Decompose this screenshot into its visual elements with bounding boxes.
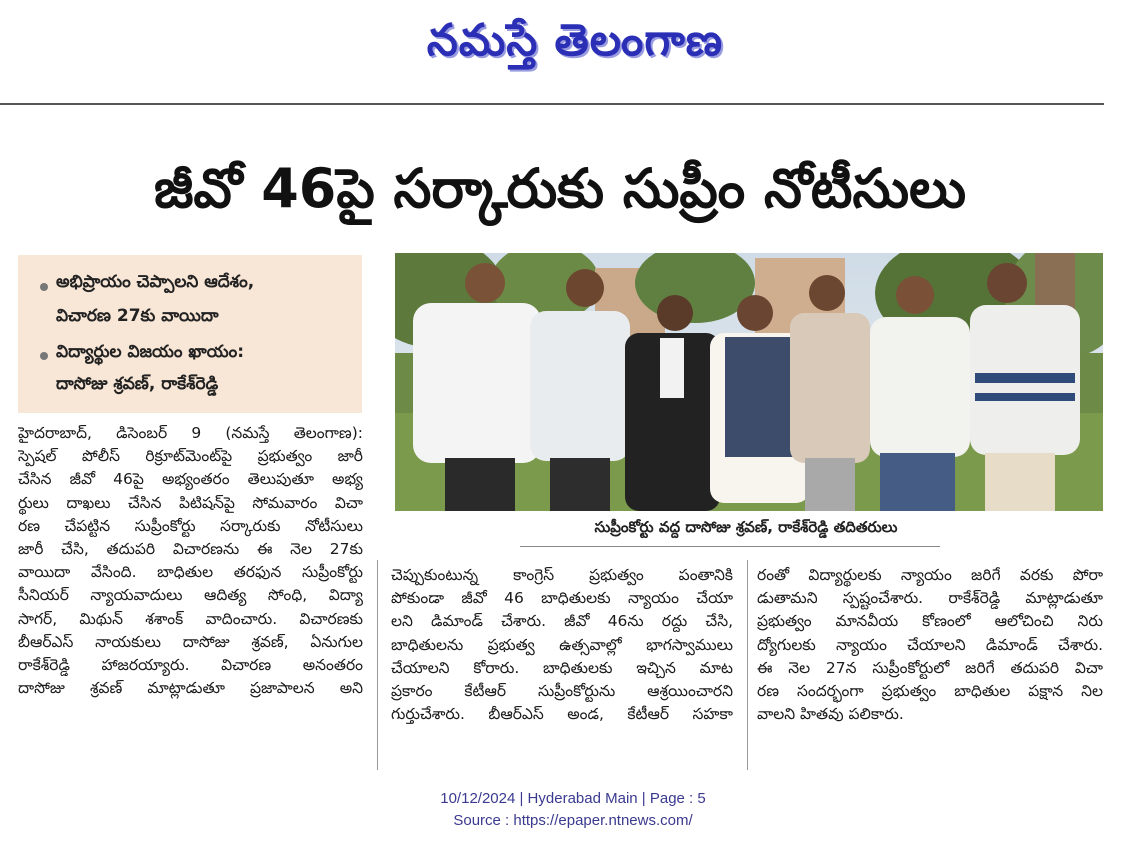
article-text-line: ఈ నెల 27న సుప్రీంకోర్టులో జరిగే తదుపరి విచా — [757, 658, 1103, 677]
article-text-line: స్పెషల్ పోలీస్ రిక్రూట్‌మెంట్‌పై ప్రభుత్వం జారీ — [18, 447, 363, 466]
column-divider — [747, 560, 748, 770]
article-text-line: రణ చేపట్టిన సుప్రీంకోర్టు సర్కారుకు నోటీసులు — [18, 516, 363, 535]
article-text-line: సీనియర్ న్యాయవాదులు ఆదిత్య సోంధి, విద్యా — [18, 586, 363, 605]
article-text-line: ద్యోగులకు న్యాయం చేయాలని డిమాండ్ చేశారు. — [757, 635, 1103, 654]
column-divider — [377, 560, 378, 770]
bullet-icon — [40, 283, 48, 291]
article-text-line: చేసిన జీవో 46పై అభ్యంతరం తెలుపుతూ అభ్య — [18, 470, 363, 489]
article-text-line: చెప్పుకుంటున్న కాంగ్రెస్ ప్రభుత్వం పంతానికి — [391, 566, 733, 584]
article-text-line: వాయిదా వేసింది. బాధితుల తరఫున సుప్రీంకోర్టు — [18, 563, 363, 582]
summary-line: విద్యార్థుల విజయం ఖాయం: — [56, 342, 244, 362]
article-text-line: ప్రభుత్వం మానవీయ కోణంలో ఆలోచించి నిరు — [757, 612, 1103, 631]
summary-line: దాసోజు శ్రవణ్, రాకేశ్‌రెడ్డి — [56, 374, 219, 394]
article-text-line: సాగర్, మిథున్ శశాంక్ వాదించారు. విచారణకు — [18, 609, 363, 628]
summary-line: విచారణ 27కు వాయిదా — [56, 306, 219, 326]
article-column-3 — [757, 564, 1103, 726]
newspaper-masthead: నమస్తే తెలంగాణ — [426, 15, 724, 66]
article-text-line: దాసోజు శ్రవణ్ మాట్లాడుతూ ప్రజాపాలన అని — [18, 679, 363, 698]
article-text-line: ప్రకారం కేటీఆర్ సుప్రీంకోర్టును ఆశ్రయించారని — [391, 682, 733, 701]
article-text-line: చేయాలని కోరారు. బాధితులకు ఇచ్చిన మాట — [391, 658, 733, 677]
article-text-line: జారీ చేసి, తదుపరి విచారణను ఈ నెల 27కు — [18, 540, 363, 559]
article-text-line: డుతామని స్పష్టంచేశారు. రాకేశ్‌రెడ్డి మాట్లాడుతూ — [757, 589, 1103, 608]
summary-line: అభిప్రాయం చెప్పాలని ఆదేశం, — [56, 272, 255, 292]
photo-caption: సుప్రీంకోర్టు వద్ద దాసోజు శ్రవణ్, రాకేశ్‌రెడ్డి తదితరులు — [594, 518, 898, 536]
caption-divider — [520, 546, 940, 547]
article-summary-box — [18, 255, 362, 413]
article-text-line: రణ సందర్భంగా ప్రభుత్వం బాధితుల పక్షాన నిల — [757, 682, 1103, 701]
article-text-line: వాలని హితవు పలికారు. — [757, 705, 904, 724]
article-text-line: రాకేశ్‌రెడ్డి హాజరయ్యారు. విచారణ అనంతరం — [18, 656, 363, 675]
article-text-line: గుర్తుచేశారు. బీఆర్‌ఎస్ అండ, కేటీఆర్ సహకా — [391, 705, 733, 724]
footer-source: Source : https://epaper.ntnews.com/ — [453, 812, 693, 829]
article-column-1 — [18, 422, 363, 700]
news-photo — [395, 253, 1103, 511]
article-text-line: బాధితులను ప్రభుత్వ ఉత్సవాల్లో భాగస్వాములు — [391, 635, 733, 654]
masthead-divider — [0, 103, 1104, 105]
footer-date-edition: 10/12/2024 | Hyderabad Main | Page : 5 — [440, 790, 706, 807]
article-text-line: హైదరాబాద్, డిసెంబర్ 9 (నమస్తే తెలంగాణ): — [18, 424, 363, 442]
article-text-line: పోకుండా జీవో 46 బాధితులకు న్యాయం చేయా — [391, 589, 733, 608]
article-text-line: లని డిమాండ్ చేశారు. జీవో 46ను రద్దు చేసి, — [391, 612, 733, 631]
article-headline: జీవో 46పై సర్కారుకు సుప్రీం నోటీసులు — [153, 157, 967, 220]
bullet-icon — [40, 352, 48, 360]
article-text-line: బీఆర్‌ఎస్ నాయకులు దాసోజు శ్రవణ్, ఏనుగుల — [18, 632, 363, 651]
article-text-line: ర్థులు దాఖలు చేసిన పిటిషన్‌పై సోమవారం విచా — [18, 493, 363, 512]
article-text-line: రంతో విద్యార్థులకు న్యాయం జరిగే వరకు పోరా — [757, 566, 1103, 584]
article-column-2 — [391, 564, 733, 726]
